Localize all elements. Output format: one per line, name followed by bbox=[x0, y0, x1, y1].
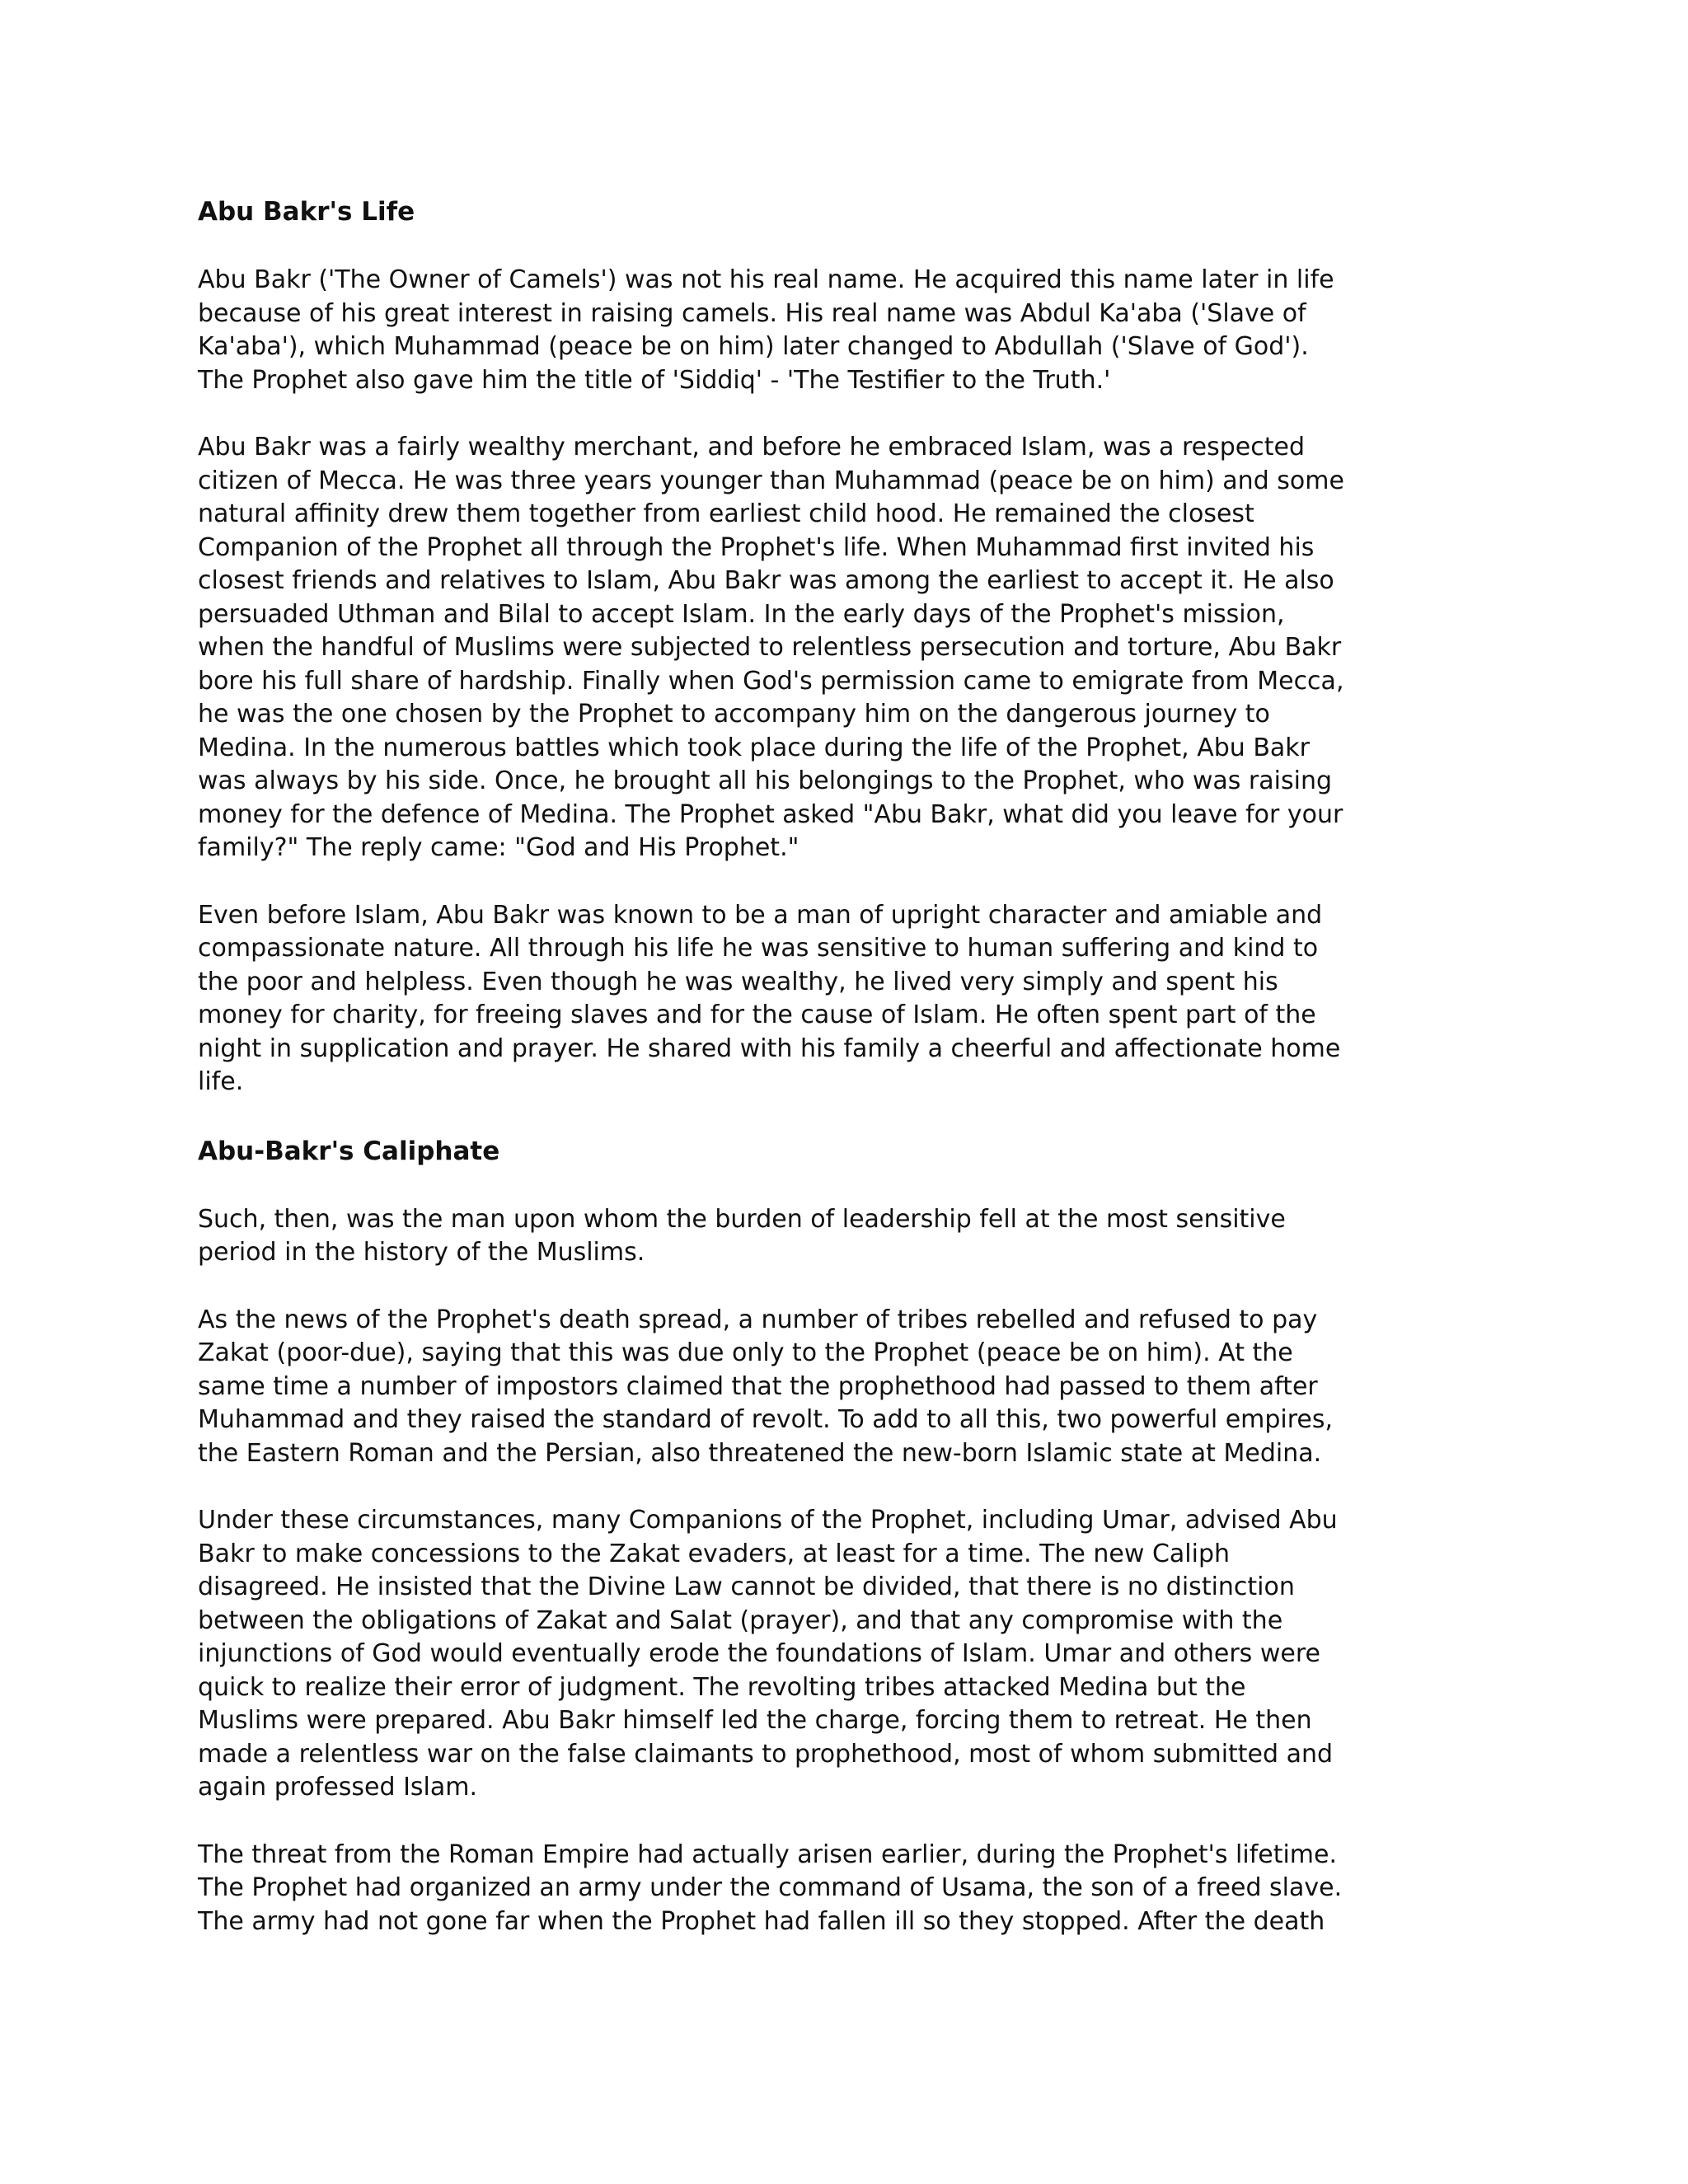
text-line: because of his great interest in raising camels. His real name was Abdul Ka'aba ('Slave of bbox=[198, 298, 1306, 328]
text-line: As the news of the Prophet's death spread, a number of tribes rebelled and refused to pay bbox=[198, 1305, 1318, 1334]
text-line: period in the history of the Muslims. bbox=[198, 1238, 645, 1267]
paragraph-spacer bbox=[198, 397, 1500, 431]
paragraph-spacer bbox=[198, 865, 1500, 899]
text-line: persuaded Uthman and Bilal to accept Islam. In the early days of the Prophet's mission, bbox=[198, 599, 1285, 629]
paragraph bbox=[198, 1203, 1500, 1270]
paragraph bbox=[198, 1504, 1500, 1805]
text-line: Muslims were prepared. Abu Bakr himself led the charge, forcing them to retreat. He then bbox=[198, 1706, 1312, 1735]
text-line: Zakat (poor-due), saying that this was due only to the Prophet (peace be on him). At the bbox=[198, 1338, 1293, 1367]
paragraph bbox=[198, 1304, 1500, 1471]
text-line: compassionate nature. All through his life he was sensitive to human suffering and kind to bbox=[198, 934, 1319, 963]
text-line: Under these circumstances, many Companions of the Prophet, including Umar, advised Abu bbox=[198, 1506, 1338, 1535]
text-line: when the handful of Muslims were subjected to relentless persecution and torture, Abu Bakr bbox=[198, 633, 1342, 662]
text-line: bore his full share of hardship. Finally when God's permission came to emigrate from Mecca, bbox=[198, 666, 1344, 696]
paragraph-spacer bbox=[198, 1805, 1500, 1839]
text-line: Abu Bakr was a fairly wealthy merchant, and before he embraced Islam, was a respected bbox=[198, 433, 1305, 462]
text-line: the poor and helpless. Even though he was wealthy, he lived very simply and spent his bbox=[198, 967, 1278, 996]
text-line: The Prophet had organized an army under the command of Usama, the son of a freed slave. bbox=[198, 1873, 1343, 1902]
text-line: The Prophet also gave him the title of 'Siddiq' - 'The Testifier to the Truth.' bbox=[198, 365, 1111, 395]
paragraph bbox=[198, 431, 1500, 865]
text-line: the Eastern Roman and the Persian, also threatened the new-born Islamic state at Medina. bbox=[198, 1438, 1322, 1468]
document-page bbox=[198, 194, 1500, 1938]
paragraph bbox=[198, 1839, 1500, 1939]
section-heading: Abu-Bakr's Caliphate bbox=[198, 1136, 500, 1166]
text-line: same time a number of impostors claimed that the prophethood had passed to them after bbox=[198, 1371, 1318, 1401]
paragraph bbox=[198, 899, 1500, 1099]
text-line: Ka'aba'), which Muhammad (peace be on him) later changed to Abdullah ('Slave of God'). bbox=[198, 332, 1309, 361]
section-spacer bbox=[198, 1099, 1500, 1133]
paragraph-spacer bbox=[198, 1270, 1500, 1304]
text-line: disagreed. He insisted that the Divine Law cannot be divided, that there is no distinction bbox=[198, 1572, 1295, 1601]
text-line: Bakr to make concessions to the Zakat evaders, at least for a time. The new Caliph bbox=[198, 1539, 1231, 1568]
text-line: between the obligations of Zakat and Salat (prayer), and that any compromise with the bbox=[198, 1605, 1283, 1635]
text-line: money for the defence of Medina. The Prophet asked "Abu Bakr, what did you leave for your bbox=[198, 799, 1343, 829]
text-line: made a relentless war on the false claimants to prophethood, most of whom submitted and bbox=[198, 1739, 1334, 1769]
text-line: Medina. In the numerous battles which took place during the life of the Prophet, Abu Bakr bbox=[198, 733, 1311, 762]
text-line: life. bbox=[198, 1067, 244, 1096]
text-line: Such, then, was the man upon whom the burden of leadership fell at the most sensitive bbox=[198, 1204, 1286, 1234]
paragraph bbox=[198, 264, 1500, 397]
text-line: money for charity, for freeing slaves and for the cause of Islam. He often spent part of the bbox=[198, 1001, 1316, 1029]
text-line: was always by his side. Once, he brought all his belongings to the Prophet, who was raising bbox=[198, 766, 1333, 795]
text-line: quick to realize their error of judgment. The revolting tribes attacked Medina but the bbox=[198, 1672, 1246, 1702]
text-line: night in supplication and prayer. He shared with his family a cheerful and affectionate home bbox=[198, 1033, 1341, 1063]
section-heading: Abu Bakr's Life bbox=[198, 197, 415, 227]
text-line: closest friends and relatives to Islam, Abu Bakr was among the earliest to accept it. He also bbox=[198, 566, 1334, 595]
heading-spacer bbox=[198, 230, 1500, 264]
text-line: again professed Islam. bbox=[198, 1773, 478, 1802]
paragraph-spacer bbox=[198, 1470, 1500, 1504]
text-line: Abu Bakr ('The Owner of Camels') was not his real name. He acquired this name later in life bbox=[198, 265, 1334, 294]
heading-spacer bbox=[198, 1169, 1500, 1203]
text-line: injunctions of God would eventually erode the foundations of Islam. Umar and others were bbox=[198, 1639, 1320, 1668]
text-line: The army had not gone far when the Prophet had fallen ill so they stopped. After the death bbox=[198, 1906, 1325, 1936]
text-line: family?" The reply came: "God and His Prophet." bbox=[198, 833, 799, 862]
text-line: Even before Islam, Abu Bakr was known to be a man of upright character and amiable and bbox=[198, 900, 1323, 930]
text-line: he was the one chosen by the Prophet to accompany him on the dangerous journey to bbox=[198, 700, 1270, 729]
text-line: citizen of Mecca. He was three years younger than Muhammad (peace be on him) and some bbox=[198, 466, 1344, 495]
text-line: Muhammad and they raised the standard of revolt. To add to all this, two powerful empires, bbox=[198, 1405, 1334, 1434]
text-line: Companion of the Prophet all through the Prophet's life. When Muhammad first invited his bbox=[198, 532, 1315, 562]
text-line: The threat from the Roman Empire had actually arisen earlier, during the Prophet's lifetime. bbox=[198, 1840, 1338, 1869]
document-body bbox=[198, 194, 1500, 1938]
text-line: natural affinity drew them together from earliest child hood. He remained the closest bbox=[198, 499, 1254, 528]
